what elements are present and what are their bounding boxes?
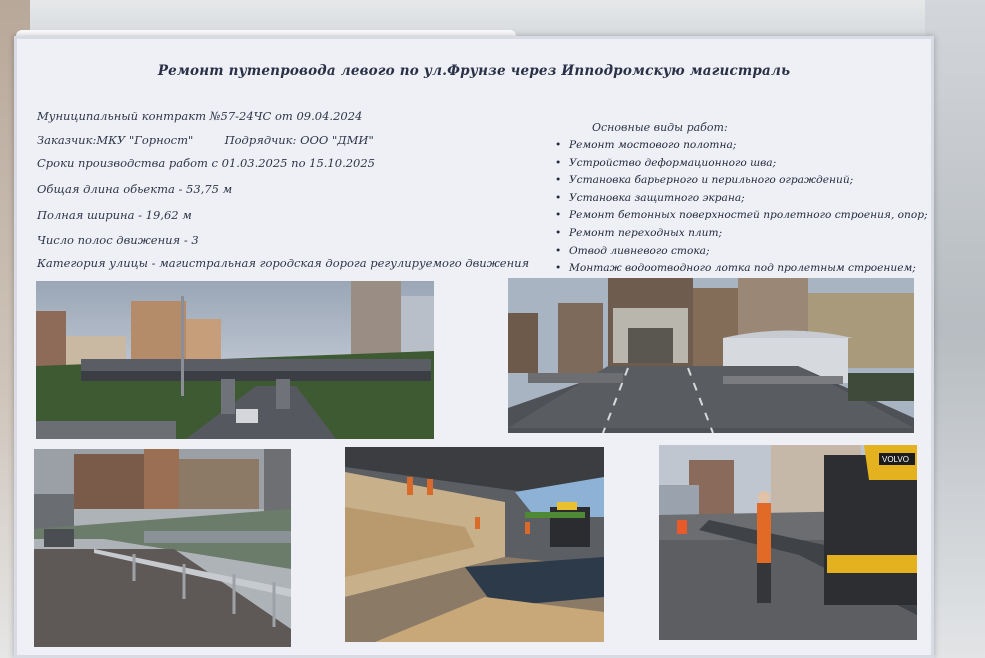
lanes-line: Число полос движения - 3 [37, 233, 199, 247]
width-line: Полная ширина - 19,62 м [37, 208, 192, 222]
paver-brand-text: VOLVO [882, 455, 909, 464]
photo-under-bridge-workers [345, 447, 604, 642]
building-background-right [925, 0, 985, 658]
customer-contractor-line [37, 133, 374, 147]
photo-road-tunnel [508, 278, 914, 433]
works-heading: Основные виды работ: [592, 121, 728, 134]
works-item: • Установка защитного экрана; [555, 191, 745, 204]
photo-guardrail-road [34, 449, 291, 647]
category-line: Категория улицы - магистральная городская дорога регулируемого движения [37, 256, 530, 270]
works-item: • Монтаж водоотводного лотка под пролетным строением; [555, 262, 916, 275]
length-line: Общая длина обьекта - 53,75 м [37, 182, 233, 196]
contract-line: Муниципальный контракт №57-24ЧС от 09.04.2024 [37, 109, 363, 123]
works-item: • Отвод ливневого стока; [555, 244, 710, 257]
works-item: • Ремонт мостового полотна; [555, 139, 737, 151]
works-item: • Ремонт бетонных поверхностей пролетного строения, опор; [555, 209, 928, 222]
dates-line: Сроки производства работ с 01.03.2025 по 15.10.2025 [37, 156, 375, 170]
contractor-text: Подрядчик: ООО "ДМИ" [224, 133, 374, 147]
works-item: • Устройство деформационного шва; [555, 156, 777, 169]
board-title: Ремонт путепровода левого по ул.Фрунзе через Ипподромскую магистраль [157, 63, 791, 79]
works-item: • Ремонт переходных плит; [555, 226, 723, 239]
customer-text: Заказчик:МКУ "Горност" [37, 133, 194, 147]
works-item: • Установка барьерного и перильного ограждений; [555, 174, 854, 187]
photo-asphalt-paver [659, 445, 917, 640]
information-board [14, 36, 934, 658]
photo-overpass-street [36, 281, 434, 439]
